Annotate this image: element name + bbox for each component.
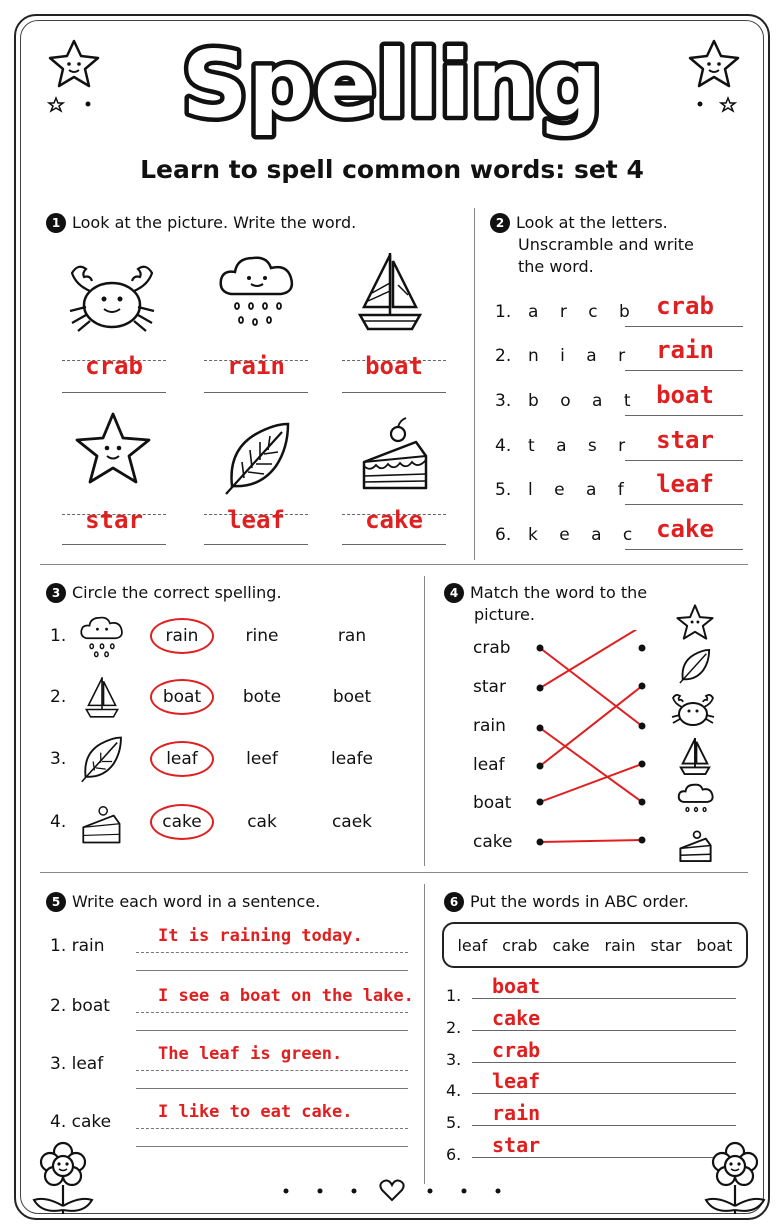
leaf-icon [678,648,712,684]
row-number: 3. [446,1050,462,1069]
match-lines [530,630,660,860]
section-instruction: the word. [518,257,594,276]
divider [424,576,425,866]
section-instruction: Unscramble and write [518,235,694,254]
writing-line [625,415,743,416]
writing-line [625,460,743,461]
writing-line [342,392,446,393]
answer-word: crab [656,292,714,320]
section-number: 5 [46,892,66,912]
answer-word: star [85,506,143,534]
writing-line [136,1146,408,1147]
writing-line [136,970,408,971]
spelling-option[interactable]: leafe [330,749,374,769]
divider [424,884,425,1184]
scrambled-letters: l e a f [528,480,632,500]
row-number: 1. [446,986,462,1005]
scrambled-letters: t a s r [528,436,634,456]
section-instruction: picture. [474,605,535,624]
section-number: 1 [46,213,66,233]
rain-cloud-icon [215,248,299,332]
answer-word: leaf [492,1069,541,1093]
row-number: 3. [50,749,67,769]
answer-sentence: The leaf is green. [158,1044,343,1064]
sentence-word: 2. boat [50,996,110,1016]
scrambled-letters: b o a t [528,391,639,411]
row-number: 6. [495,525,512,545]
writing-guide [136,1070,408,1071]
section-instruction: Look at the picture. Write the word. [72,213,357,232]
section-instruction: Write each word in a sentence. [72,892,321,911]
section-3-header [46,582,282,604]
cake-icon [676,824,716,864]
row-number: 5. [495,480,512,500]
row-number: 6. [446,1145,462,1164]
spelling-option[interactable]: leef [246,749,278,769]
writing-line [472,1157,736,1158]
word-bank-item: crab [502,935,538,955]
match-word: cake [473,832,513,852]
star-icon [70,408,156,492]
crab-icon [62,255,162,335]
answer-word: leaf [227,506,285,534]
unscramble-row [495,426,755,466]
spelling-option[interactable]: cake [162,812,202,832]
circle-row [50,618,410,658]
row-number: 2. [495,346,512,366]
section-5-header [46,891,320,913]
sentence-word: 3. leaf [50,1054,104,1074]
row-number: 4. [446,1081,462,1100]
writing-line [472,1093,736,1094]
spelling-option[interactable]: boat [162,687,202,707]
word-bank-item: boat [696,935,733,955]
sailboat-icon [676,734,714,778]
spelling-option[interactable]: leaf [166,749,198,769]
answer-word: rain [227,352,285,380]
abc-row [446,974,746,1008]
section-4-header [444,582,647,626]
answer-word: crab [85,352,143,380]
row-number: 1. [495,302,512,322]
writing-line [136,1030,408,1031]
answer-word: cake [365,506,423,534]
row-number: 4. [495,436,512,456]
word-bank-item: rain [604,935,636,955]
sailboat-icon [78,673,126,721]
writing-guide [136,1128,408,1129]
word-bank-item: leaf [457,935,488,955]
writing-line [62,544,166,545]
answer-word: boat [365,352,423,380]
writing-line [472,1030,736,1031]
heart-divider [272,1178,512,1204]
writing-line [625,326,743,327]
spelling-option[interactable]: rain [165,626,199,646]
spelling-option[interactable]: ran [337,626,367,646]
page-subtitle: Learn to spell common words: set 4 [140,155,644,184]
section-2-header [490,212,694,278]
section-number: 4 [444,583,464,603]
section-number: 3 [46,583,66,603]
writing-line [62,392,166,393]
word-bank [442,922,748,968]
answer-word: cake [492,1006,541,1030]
writing-line [472,1062,736,1063]
unscramble-row [495,381,755,421]
spelling-option[interactable]: cak [247,812,277,832]
match-word: boat [473,793,512,813]
spelling-option[interactable]: rine [245,626,279,646]
writing-guide [136,1012,408,1013]
section-1-header [46,212,356,234]
section-6-header [444,891,689,913]
sentence-row [50,926,410,986]
page-title: Spelling [181,31,603,138]
row-number: 3. [495,391,512,411]
writing-line [342,544,446,545]
match-word: star [473,677,506,697]
answer-word: rain [656,336,714,364]
leaf-icon [222,420,294,496]
circle-row [50,679,410,719]
rain-cloud-icon [676,780,716,820]
writing-guide [136,952,408,953]
flower-icon [700,1140,770,1216]
writing-line [204,392,308,393]
answer-word: boat [656,381,714,409]
divider [40,872,748,873]
section-instruction: Look at the letters. [516,213,668,232]
match-word: leaf [473,755,505,775]
scrambled-letters: k e a c [528,525,641,545]
answer-word: leaf [656,470,714,498]
answer-sentence: I see a boat on the lake. [158,986,414,1006]
abc-row [446,1101,746,1135]
scrambled-letters: a r c b [528,302,638,322]
abc-row [446,1069,746,1103]
sentence-row [50,1102,410,1162]
section-number: 2 [490,213,510,233]
circle-row [50,804,410,844]
star-face-icon [44,36,114,116]
unscramble-row [495,470,755,510]
writing-line [204,544,308,545]
abc-row [446,1038,746,1072]
leaf-icon [78,735,126,783]
rain-cloud-icon [78,612,126,660]
row-number: 2. [446,1018,462,1037]
writing-line [625,504,743,505]
spelling-option[interactable]: bote [242,687,282,707]
answer-word: crab [492,1038,541,1062]
answer-word: boat [492,974,541,998]
unscramble-row [495,515,755,555]
row-number: 1. [50,626,67,646]
writing-line [625,370,743,371]
answer-sentence: I like to eat cake. [158,1102,353,1122]
match-word: crab [473,638,511,658]
row-number: 4. [50,812,67,832]
crab-icon [668,688,718,730]
star-face-icon [678,36,748,116]
answer-word: rain [492,1101,541,1125]
row-number: 2. [50,687,67,707]
sentence-row [50,1044,410,1104]
spelling-option[interactable]: caek [331,812,373,832]
star-icon [674,602,716,644]
unscramble-row [495,292,755,332]
sentence-row [50,986,414,1046]
divider [474,208,475,560]
section-instruction: Put the words in ABC order. [470,892,689,911]
unscramble-row [495,336,755,376]
spelling-option[interactable]: boet [332,687,372,707]
cake-icon [356,412,436,494]
writing-line [136,1088,408,1089]
word-bank-item: cake [552,935,590,955]
sentence-word: 1. rain [50,936,105,956]
writing-line [472,998,736,999]
sailboat-icon [350,245,430,337]
answer-word: star [656,426,714,454]
row-number: 5. [446,1113,462,1132]
word-bank-item: star [650,935,682,955]
circle-row [50,741,410,781]
answer-sentence: It is raining today. [158,926,363,946]
scrambled-letters: n i a r [528,346,634,366]
title-banner [150,8,634,158]
section-number: 6 [444,892,464,912]
answer-word: star [492,1133,541,1157]
flower-icon [28,1140,98,1216]
writing-line [625,549,743,550]
match-word: rain [473,716,506,736]
writing-line [472,1125,736,1126]
sentence-word: 4. cake [50,1112,112,1132]
abc-row [446,1006,746,1040]
section-instruction: Match the word to the [470,583,648,602]
divider [40,564,748,565]
answer-word: cake [656,515,714,543]
section-instruction: Circle the correct spelling. [72,583,282,602]
cake-icon [78,798,126,846]
